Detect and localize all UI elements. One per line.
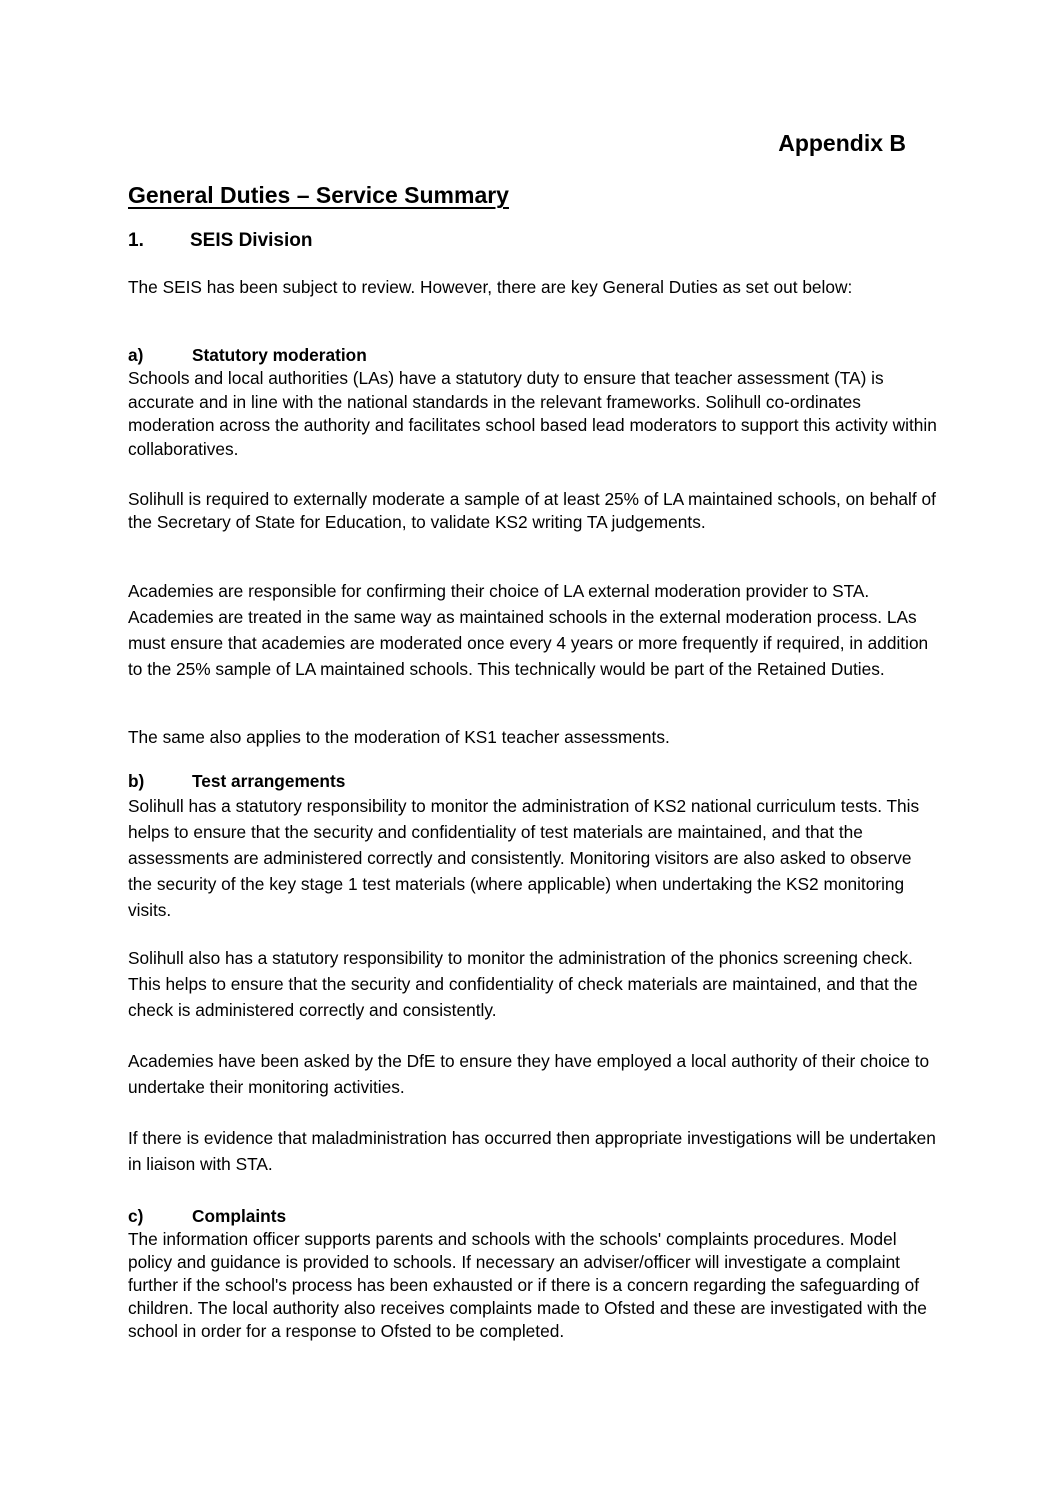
subsection-b-letter: b) xyxy=(128,771,145,791)
subsection-a-title: Statutory moderation xyxy=(192,345,367,365)
subsection-c-letter: c) xyxy=(128,1206,144,1226)
subsection-a-paragraph-3-block xyxy=(128,578,938,682)
subsection-a-paragraph-2-block xyxy=(128,488,938,534)
subsection-a-paragraph-4: The same also applies to the moderation of KS1 teacher assessments. xyxy=(128,727,670,747)
subsection-b-title: Test arrangements xyxy=(192,771,346,791)
subsection-b-paragraph-3: Academies have been asked by the DfE to ensure they have employed a local authority of their choice to undertake their monitoring activities. xyxy=(128,1051,930,1097)
subsection-a xyxy=(128,344,938,461)
page-title: General Duties – Service Summary xyxy=(128,182,509,208)
subsection-a-paragraph-4-block xyxy=(128,724,938,750)
subsection-b-paragraph-2: Solihull also has a statutory responsibility to monitor the administration of the phonics screening check. This helps to ensure that the security and confidentiality of check materials are maintained, and that the check is administered correctly and consistently. xyxy=(128,948,918,1020)
subsection-a-paragraph-1: Schools and local authorities (LAs) have a statutory duty to ensure that teacher assessment (TA) is accurate and in line with the national standards in the relevant frameworks. Solihull co-ordinates moderation across the authority and facilitates school based lead moderators to support this activity within collaboratives. xyxy=(128,368,937,459)
subsection-a-letter: a) xyxy=(128,345,144,365)
subsection-b-paragraph-4: If there is evidence that maladministration has occurred then appropriate investigations will be undertaken in liaison with STA. xyxy=(128,1128,936,1174)
subsection-c-paragraph-1: The information officer supports parents and schools with the schools' complaints procedures. Model policy and guidance is provided to schools. If necessary an adviser/officer will investigate a complaint further if the school's process has been exhausted or if there is a concern regarding the safeguarding of children. The local authority also receives complaints made to Ofsted and these are investigated with the school in order for a response to Ofsted to be completed. xyxy=(128,1229,927,1341)
subsection-b-paragraph-2-block xyxy=(128,945,938,1023)
subsection-c xyxy=(128,1205,938,1343)
appendix-label: Appendix B xyxy=(778,130,906,156)
subsection-a-paragraph-2: Solihull is required to externally moderate a sample of at least 25% of LA maintained schools, on behalf of the Secretary of State for Education, to validate KS2 writing TA judgements. xyxy=(128,489,936,532)
subsection-c-title: Complaints xyxy=(192,1206,287,1226)
subsection-b-paragraph-4-block xyxy=(128,1125,938,1177)
section-title: SEIS Division xyxy=(190,230,313,251)
section-intro-block xyxy=(128,274,938,300)
subsection-c-heading xyxy=(128,1205,938,1228)
section-intro: The SEIS has been subject to review. However, there are key General Duties as set out below: xyxy=(128,277,853,297)
subsection-b-heading xyxy=(128,770,938,793)
subsection-b-paragraph-3-block xyxy=(128,1048,938,1100)
subsection-b xyxy=(128,770,938,923)
section-heading xyxy=(128,228,312,254)
subsection-b-paragraph-1: Solihull has a statutory responsibility to monitor the administration of KS2 national curriculum tests. This helps to ensure that the security and confidentiality of test materials are maintained, and that the assessments are administered correctly and consistently. Monitoring visitors are also asked to observe the security of the key stage 1 test materials (where applicable) when undertaking the KS2 monitoring visits. xyxy=(128,796,920,920)
subsection-a-heading xyxy=(128,344,938,367)
section-number: 1. xyxy=(128,230,144,251)
subsection-a-paragraph-3: Academies are responsible for confirming their choice of LA external moderation provider to STA. Academies are treated in the same way as maintained schools in the external moderation process. LAs must ensure that academies are moderated once every 4 years or more frequently if required, in addition to the 25% sample of LA maintained schools. This technically would be part of the Retained Duties. xyxy=(128,581,929,679)
